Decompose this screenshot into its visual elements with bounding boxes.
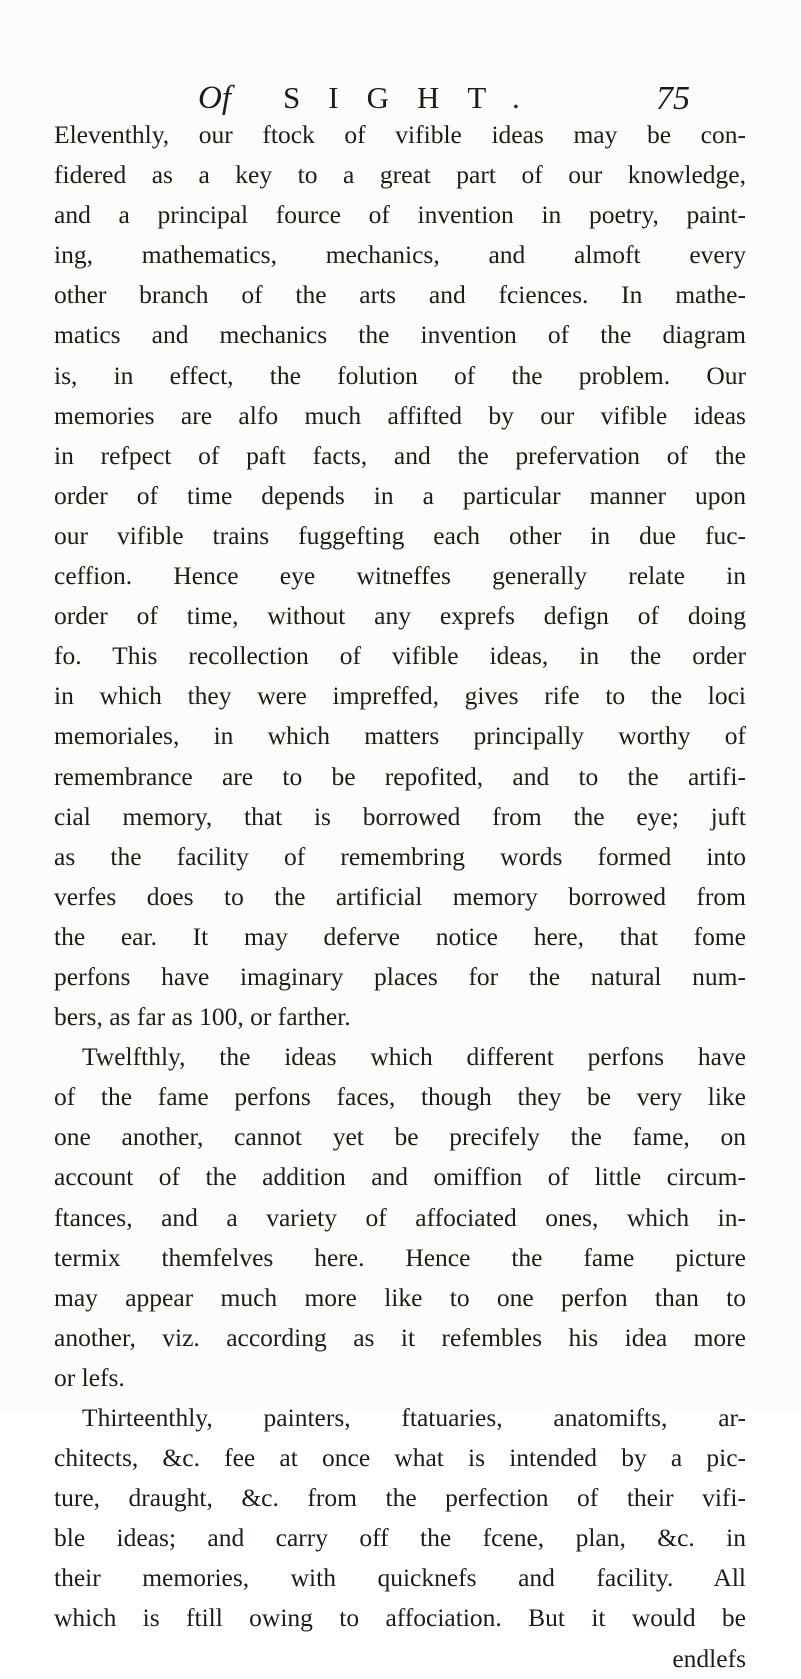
body-text (54, 115, 746, 1679)
text-line: termix themfelves here. Hence the fame picture (54, 1242, 746, 1272)
text-line: or lefs. (54, 1362, 125, 1392)
text-line: ture, draught, &c. from the perfection of their vifi- (54, 1483, 746, 1513)
text-line: bers, as far as 100, or farther. (54, 1002, 351, 1032)
text-line: is, in effect, the folution of the problem. Our (54, 360, 746, 390)
text-line: may appear much more like to one perfon than to (54, 1282, 746, 1312)
text-line: in which they were impreffed, gives rife to the loci (54, 681, 746, 711)
text-line: fidered as a key to a great part of our knowledge, (54, 160, 746, 190)
text-line: Twelfthly, the ideas which different perfons have (82, 1042, 746, 1072)
text-line: remembrance are to be repofited, and to the artifi- (54, 761, 746, 791)
text-line: their memories, with quicknefs and facility. All (54, 1563, 746, 1593)
text-line: our vifible trains fuggefting each other in due fuc- (54, 520, 746, 550)
text-line: other branch of the arts and fciences. In mathe- (54, 280, 746, 310)
text-line: fo. This recollection of vifible ideas, in the order (54, 641, 746, 671)
catchword: endlefs (672, 1643, 746, 1673)
text-line: and a principal fource of invention in poetry, paint- (54, 200, 746, 230)
text-line: another, viz. according as it refembles his idea more (54, 1322, 746, 1352)
text-line: in refpect of paft facts, and the prefervation of the (54, 440, 746, 470)
text-line: Thirteenthly, painters, ftatuaries, anatomifts, ar- (82, 1403, 746, 1432)
text-line: ble ideas; and carry off the fcene, plan, &c. in (54, 1523, 746, 1553)
text-line: the ear. It may deferve notice here, that fome (54, 921, 746, 951)
text-line: of the fame perfons faces, though they be very like (54, 1082, 746, 1112)
running-head-of: Of (198, 80, 231, 116)
text-line: matics and mechanics the invention of the diagram (54, 320, 746, 350)
text-line: Eleventhly, our ftock of vifible ideas may be con- (54, 120, 746, 149)
text-line: ftances, and a variety of affociated ones, which in- (54, 1202, 746, 1232)
text-line: cial memory, that is borrowed from the eye; juft (54, 801, 746, 831)
text-line: verfes does to the artificial memory borrowed from (54, 881, 746, 911)
page-number: 75 (656, 80, 690, 117)
text-line: memories are alfo much affifted by our vifible ideas (54, 400, 746, 430)
running-head-title: SIGHT. (283, 80, 548, 115)
text-line: as the facility of remembring words formed into (54, 841, 746, 871)
text-line: account of the addition and omiffion of little circum- (54, 1162, 746, 1192)
text-line: order of time depends in a particular manner upon (54, 480, 746, 510)
text-line: chitects, &c. fee at once what is intended by a pic- (54, 1443, 746, 1473)
text-line: one another, cannot yet be precifely the fame, on (54, 1122, 746, 1152)
text-line: ceffion. Hence eye witneffes generally relate in (54, 561, 746, 591)
text-line: which is ftill owing to affociation. But it would be (54, 1603, 746, 1633)
running-head (0, 56, 801, 117)
text-line: ing, mathematics, mechanics, and almoft every (54, 240, 746, 270)
text-line: memoriales, in which matters principally worthy of (54, 721, 746, 751)
text-line: perfons have imaginary places for the natural num- (54, 961, 746, 991)
text-line: order of time, without any exprefs defign of doing (54, 601, 746, 631)
